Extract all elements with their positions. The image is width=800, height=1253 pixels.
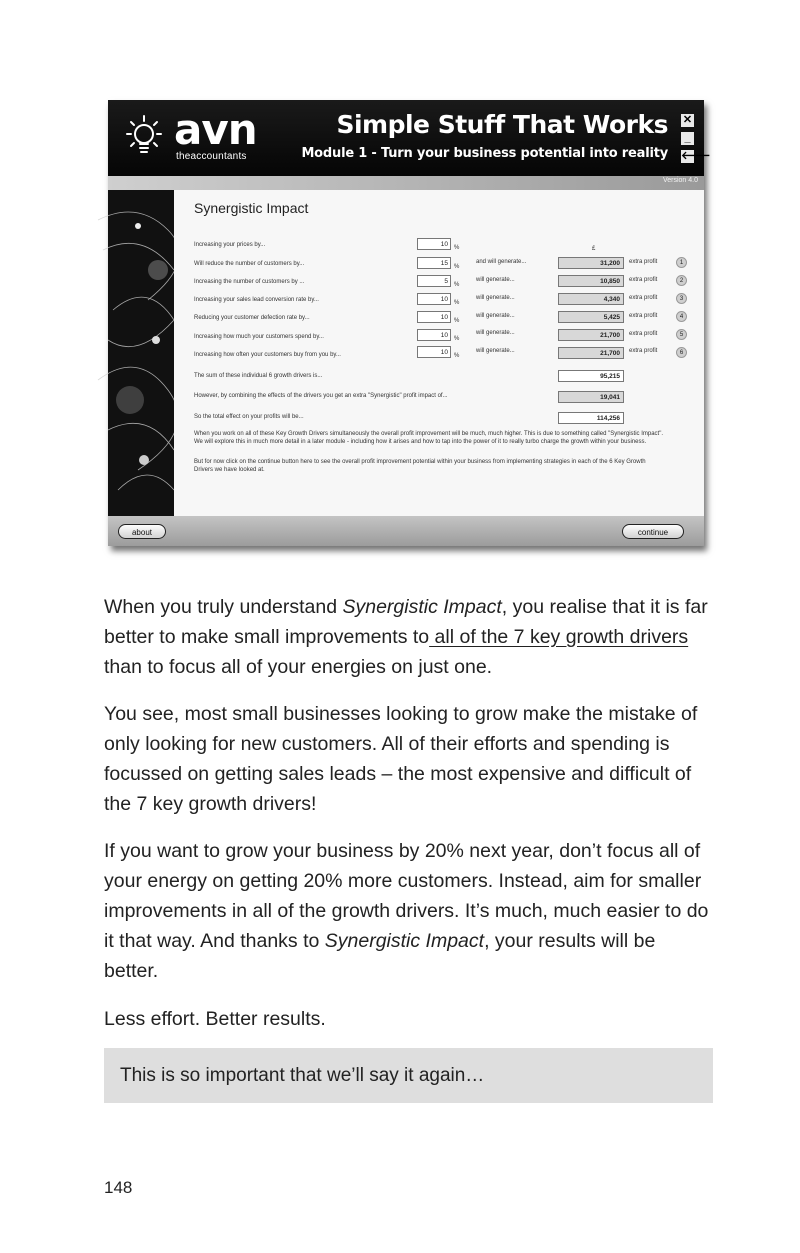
- app-header: [108, 100, 711, 176]
- percent-input[interactable]: 10: [417, 293, 451, 305]
- extra-profit-label: extra profit: [629, 295, 658, 301]
- extra-profit-label: extra profit: [629, 259, 658, 265]
- percent-input[interactable]: 10: [417, 311, 451, 323]
- content-panel: [174, 190, 704, 516]
- logo-tagline: theaccountants: [176, 151, 247, 162]
- paragraph-3-text: If you want to grow your business by 20% next year, don’t focus all of your energy on getting 20% more customers. Instead, aim for smaller improvements in all of the growth drivers. It’s much, much easier to do it that way. And thanks to: [104, 840, 709, 952]
- profit-value: 31,200: [558, 257, 624, 269]
- driver-number-badge: 5: [676, 329, 687, 340]
- explanation-paragraph: When you work on all of these Key Growth Drivers simultaneously the overall profit improvement will be much, much higher. This is due to something called "Synergistic Impact". We will explore this in much more detail in a later module - including how it arises and how to tap into the power of it to really turbo charge the growth within your business.: [194, 431, 664, 445]
- percent-unit: %: [454, 264, 460, 270]
- synergistic-impact-emphasis: Synergistic Impact: [342, 596, 502, 618]
- growth-drivers-link[interactable]: all of the 7 key growth drivers: [429, 626, 689, 648]
- driver-label: Increasing the number of customers by ...: [194, 279, 305, 285]
- driver-number-badge: 6: [676, 347, 687, 358]
- paragraph-4: Less effort. Better results.: [104, 1008, 326, 1030]
- synergy-label: However, by combining the effects of the drivers you get an extra "Synergistic" profit impact of...: [194, 393, 448, 399]
- driver-label: Will reduce the number of customers by...: [194, 261, 305, 267]
- profit-value: 10,850: [558, 275, 624, 287]
- percent-unit: %: [454, 318, 460, 324]
- total-label: So the total effect on your profits will be...: [194, 414, 304, 420]
- generates-label: will generate...: [476, 295, 515, 301]
- about-button[interactable]: about: [118, 524, 166, 539]
- generates-label: will generate...: [476, 348, 515, 354]
- paragraph-1-text-b: , you realise that it is far better to make small improvements to: [104, 596, 708, 648]
- percent-input[interactable]: 10: [417, 329, 451, 341]
- paragraph-1-text: When you truly understand: [104, 596, 343, 618]
- synergistic-impact-emphasis: Synergistic Impact: [324, 930, 485, 952]
- paragraph-1: [104, 592, 714, 682]
- generates-label: and will generate...: [476, 259, 527, 265]
- sum-value: 95,215: [558, 370, 624, 382]
- profit-value: 5,425: [558, 311, 624, 323]
- minimize-icon[interactable]: _: [681, 132, 694, 145]
- lightbulb-icon: [122, 114, 166, 162]
- extra-profit-label: extra profit: [629, 331, 658, 337]
- sum-label: The sum of these individual 6 growth drivers is...: [194, 373, 323, 379]
- extra-profit-label: extra profit: [629, 348, 658, 354]
- percent-unit: %: [454, 353, 460, 359]
- driver-label: Increasing how much your customers spend by...: [194, 334, 324, 340]
- profit-value: 21,700: [558, 347, 624, 359]
- continue-button[interactable]: continue: [622, 524, 684, 539]
- close-icon[interactable]: ✕: [682, 114, 693, 126]
- percent-input[interactable]: 15: [417, 257, 451, 269]
- percent-input[interactable]: 5: [417, 275, 451, 287]
- driver-number-badge: 2: [676, 275, 687, 286]
- synergy-value: 19,041: [558, 391, 624, 403]
- driver-label: Increasing your sales lead conversion rate by...: [194, 297, 319, 303]
- callout-text: This is so important that we’ll say it again…: [120, 1065, 485, 1086]
- app-title: Simple Stuff That Works: [336, 110, 668, 139]
- percent-unit: %: [454, 282, 460, 288]
- content-title: Synergistic Impact: [194, 200, 309, 216]
- app-footer: [108, 516, 704, 546]
- app-subtitle: Module 1 - Turn your business potential into reality: [301, 146, 668, 161]
- tool-screenshot: [108, 100, 711, 546]
- paragraph-1-text-c: than to focus all of your energies on just one.: [104, 656, 493, 678]
- percent-unit: %: [454, 300, 460, 306]
- generates-label: will generate...: [476, 330, 515, 336]
- generates-label: will generate...: [476, 277, 515, 283]
- extra-profit-label: extra profit: [629, 313, 658, 319]
- decorative-side-art: [108, 190, 174, 516]
- generates-label: will generate...: [476, 313, 515, 319]
- callout-box: [104, 1048, 713, 1103]
- paragraph-3-text-b: , your results will be better.: [104, 930, 656, 982]
- version-label: Version 4.0: [662, 177, 698, 184]
- total-value: 114,256: [558, 412, 624, 424]
- paragraph-2: You see, most small businesses looking to grow make the mistake of only looking for new customers. All of their efforts and spending is focussed on getting sales leads – the most expensive and difficult of the 7 key growth drivers!: [104, 703, 698, 815]
- currency-symbol: £: [592, 246, 596, 252]
- percent-unit: %: [454, 336, 460, 342]
- driver-number-badge: 4: [676, 311, 687, 322]
- percent-input[interactable]: 10: [417, 238, 451, 250]
- page-number: 148: [104, 1178, 133, 1197]
- driver-label: Increasing how often your customers buy from you by...: [194, 352, 341, 358]
- driver-number-badge: 1: [676, 257, 687, 268]
- profit-value: 4,340: [558, 293, 624, 305]
- driver-label: Increasing your prices by...: [194, 242, 266, 248]
- extra-profit-label: extra profit: [629, 277, 658, 283]
- paragraph-3: [104, 836, 714, 986]
- instruction-paragraph: But for now click on the continue button here to see the overall profit improvement potential within your business from implementing strategies in each of the 6 Key Growth Drivers we have looked at.: [194, 459, 646, 473]
- back-arrow-icon[interactable]: 🡐: [681, 150, 711, 162]
- profit-value: 21,700: [558, 329, 624, 341]
- logo-wordmark: avn: [174, 105, 257, 154]
- driver-number-badge: 3: [676, 293, 687, 304]
- driver-label: Reducing your customer defection rate by...: [194, 315, 310, 321]
- percent-input[interactable]: 10: [417, 346, 451, 358]
- percent-unit: %: [454, 245, 460, 251]
- version-bar: [108, 176, 704, 190]
- swirl-artwork: [108, 190, 174, 516]
